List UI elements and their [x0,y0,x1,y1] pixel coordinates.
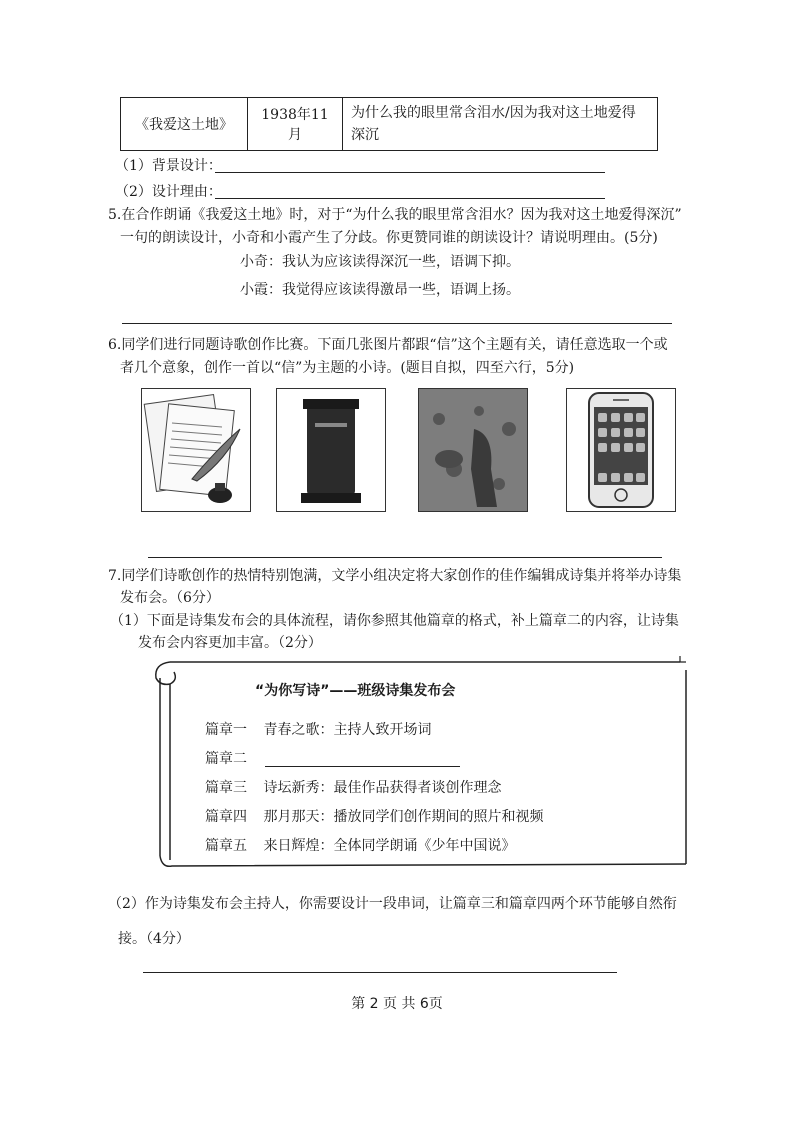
q5-stem-1: 5.在合作朗诵《我爱这土地》时，对于“为什么我的眼里常含泪水？因为我对这土地爱得深沉” [108,207,682,223]
chapter-label: 篇章一 [205,722,247,738]
poem-info-table [120,97,658,151]
chapter-3 [205,777,501,797]
letter-and-quill-image [141,388,251,512]
poem-title-cell: 《我爱这土地》 [121,98,248,151]
chapter-2-answer-line[interactable] [265,752,460,767]
q5-answer-line[interactable] [122,323,672,324]
q7-sub1-line-2: 发布会内容更加丰富。（2分） [138,635,322,651]
postbox-image [276,388,386,512]
reason-answer-line[interactable] [215,198,605,199]
chapter-1 [205,719,431,739]
chapter-5 [205,835,515,855]
chapter-label: 篇章四 [205,809,247,825]
q6-answer-line[interactable] [148,557,662,558]
chapter-text: 那月那天：播放同学们创作期间的照片和视频 [263,809,544,825]
chapter-text: 来日辉煌：全体同学朗诵《少年中国说》 [263,838,516,854]
smartphone-image [566,388,676,512]
q6-stem-2: 者几个意象，创作一首以“信”为主题的小诗。(题目自拟，四至六行，5分) [120,360,575,376]
chapter-label: 篇章二 [205,751,247,767]
q7-sub2-line-1: （2）作为诗集发布会主持人，你需要设计一段串词，让篇章三和篇章四两个环节能够自然衔 [108,896,677,912]
q7-stem-2: 发布会。（6分） [120,590,220,606]
reason-label: （2）设计理由： [115,184,222,200]
q7-sub2-answer-line[interactable] [143,972,617,973]
chapter-text: 诗坛新秀：最佳作品获得者谈创作理念 [263,780,502,796]
q7-sub1-line-1: （1）下面是诗集发布会的具体流程，请你参照其他篇章的格式，补上篇章二的内容，让诗集 [110,613,679,629]
pigeon-messenger-image [418,388,528,512]
poem-line-cell: 为什么我的眼里常含泪水/因为我对这土地爱得深沉 [343,98,658,151]
xiaoqi-opinion: 小奇：我认为应该读得深沉一些，语调下抑。 [240,254,520,270]
q6-stem-1: 6.同学们进行同题诗歌创作比赛。下面几张图片都跟“信”这个主题有关，请任意选取一个或 [108,337,668,353]
chapter-label: 篇章五 [205,838,247,854]
background-answer-line[interactable] [215,172,605,173]
q7-sub2-line-2: 接。（4分） [118,931,190,947]
q7-stem-1: 7.同学们诗歌创作的热情特别饱满，文学小组决定将大家创作的佳作编辑成诗集并将举办诗集 [108,568,682,584]
chapter-label: 篇章三 [205,780,247,796]
chapter-2 [205,748,460,768]
xiaoxia-opinion: 小霞：我觉得应该读得激昂一些，语调上扬。 [240,282,520,298]
scroll-title: “为你写诗”——班级诗集发布会 [255,683,456,699]
chapter-text: 青春之歌：主持人致开场词 [263,722,432,738]
chapter-4 [205,806,543,826]
page-footer: 第 2 页 共 6页 [351,996,443,1012]
q5-stem-2: 一句的朗读设计，小奇和小霞产生了分歧。你更赞同谁的朗读设计？请说明理由。(5分) [120,230,658,246]
poem-date-cell: 1938年11月 [248,98,343,151]
background-label: （1）背景设计： [115,158,222,174]
